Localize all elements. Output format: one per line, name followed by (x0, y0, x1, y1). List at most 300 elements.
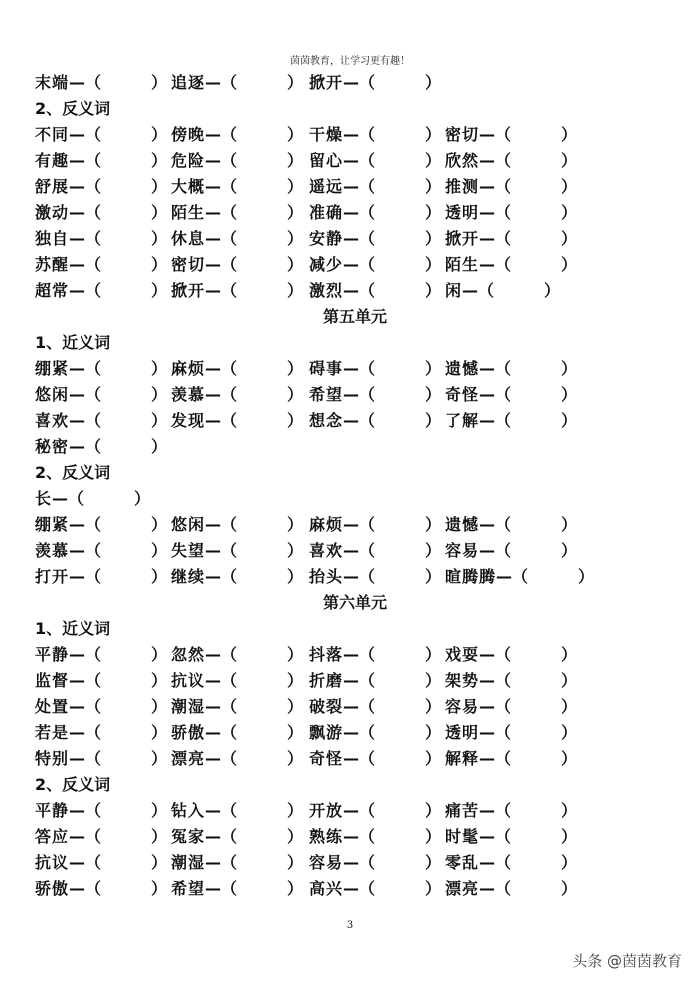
exercise-item (309, 252, 441, 278)
exercise-row (35, 148, 675, 174)
close-paren: ） (425, 411, 442, 430)
exercise-item (35, 122, 167, 148)
exercise-word: 掀开 (445, 229, 480, 248)
close-paren: ） (425, 385, 442, 404)
exercise-word: 安静 (309, 229, 344, 248)
exercise-item (445, 252, 577, 278)
close-paren: ） (287, 853, 304, 872)
exercise-word: 绷紧 (35, 359, 70, 378)
close-paren: ） (561, 801, 578, 820)
exercise-item (309, 200, 441, 226)
close-paren: ） (151, 827, 168, 846)
exercise-word: 奇怪 (309, 749, 344, 768)
exercise-item (309, 564, 441, 590)
close-paren: ） (287, 385, 304, 404)
exercise-item (445, 200, 577, 226)
exercise-word: 特别 (35, 749, 70, 768)
exercise-item (445, 798, 577, 824)
exercise-word: 超常 (35, 281, 70, 300)
close-paren: ） (561, 229, 578, 248)
dash-open-paren: —（ (69, 671, 102, 690)
dash-open-paren: —（ (343, 151, 376, 170)
close-paren: ） (425, 73, 442, 92)
dash-open-paren: —（ (479, 125, 512, 144)
exercise-word: 戏耍 (445, 645, 480, 664)
close-paren: ） (561, 645, 578, 664)
exercise-item (171, 668, 303, 694)
close-paren: ） (425, 723, 442, 742)
close-paren: ） (151, 515, 168, 534)
exercise-item (35, 356, 167, 382)
close-paren: ） (425, 177, 442, 196)
exercise-word: 密切 (171, 255, 206, 274)
watermark: 头条 @茵茵教育 (572, 952, 682, 970)
dash-open-paren: —（ (205, 645, 238, 664)
exercise-word: 继续 (171, 567, 206, 586)
close-paren: ） (561, 541, 578, 560)
exercise-item (35, 278, 167, 304)
exercise-item (35, 850, 167, 876)
exercise-item (35, 668, 167, 694)
dash-open-paren: —（ (343, 723, 376, 742)
dash-open-paren: —（ (69, 697, 102, 716)
exercise-item (445, 876, 577, 902)
dash-open-paren: —（ (69, 515, 102, 534)
exercise-item (309, 694, 441, 720)
exercise-item (35, 434, 167, 460)
exercise-item (171, 122, 303, 148)
exercise-word: 处置 (35, 697, 70, 716)
exercise-item (309, 850, 441, 876)
close-paren: ） (287, 671, 304, 690)
close-paren: ） (287, 255, 304, 274)
dash-open-paren: —（ (479, 203, 512, 222)
exercise-item (171, 876, 303, 902)
exercise-item (171, 200, 303, 226)
close-paren: ） (151, 567, 168, 586)
exercise-word: 骄傲 (171, 723, 206, 742)
exercise-row (35, 512, 675, 538)
dash-open-paren: —（ (343, 827, 376, 846)
close-paren: ） (561, 385, 578, 404)
exercise-item (171, 564, 303, 590)
close-paren: ） (425, 749, 442, 768)
exercise-word: 痛苦 (445, 801, 480, 820)
exercise-item (35, 486, 150, 512)
exercise-word: 苏醒 (35, 255, 70, 274)
close-paren: ） (544, 281, 561, 300)
dash-open-paren: —（ (479, 177, 512, 196)
exercise-row (35, 668, 675, 694)
exercise-item (309, 148, 441, 174)
exercise-row (35, 720, 675, 746)
dash-open-paren: —（ (479, 359, 512, 378)
unit-title: 第五单元 (322, 307, 387, 326)
dash-open-paren: —（ (69, 229, 102, 248)
dash-open-paren: —（ (205, 541, 238, 560)
dash-open-paren: —（ (343, 281, 376, 300)
exercise-item (171, 174, 303, 200)
dash-open-paren: —（ (205, 411, 238, 430)
close-paren: ） (151, 801, 168, 820)
exercise-word: 欣然 (445, 151, 480, 170)
exercise-word: 忽然 (171, 645, 206, 664)
page-header: 茵茵教育，让学习更有趣！ (290, 56, 410, 67)
exercise-item (35, 876, 167, 902)
exercise-word: 答应 (35, 827, 70, 846)
exercise-word: 打开 (35, 567, 70, 586)
dash-open-paren: —（ (479, 697, 512, 716)
dash-open-paren: —（ (479, 645, 512, 664)
dash-open-paren: —（ (343, 853, 376, 872)
exercise-word: 密切 (445, 125, 480, 144)
exercise-item (309, 356, 441, 382)
exercise-word: 末端 (35, 73, 70, 92)
close-paren: ） (287, 827, 304, 846)
close-paren: ） (561, 749, 578, 768)
exercise-word: 零乱 (445, 853, 480, 872)
exercise-item (445, 278, 560, 304)
exercise-item (35, 200, 167, 226)
close-paren: ） (287, 879, 304, 898)
exercise-word: 奇怪 (445, 385, 480, 404)
exercise-word: 闲 (445, 281, 463, 300)
exercise-item (445, 824, 577, 850)
dash-open-paren: —（ (205, 203, 238, 222)
exercise-word: 碍事 (309, 359, 344, 378)
exercise-item (309, 720, 441, 746)
exercise-item (171, 70, 303, 96)
dash-open-paren: —（ (69, 853, 102, 872)
exercise-item (309, 512, 441, 538)
close-paren: ） (425, 229, 442, 248)
exercise-word: 漂亮 (445, 879, 480, 898)
exercise-row (35, 278, 675, 304)
dash-open-paren: —（ (69, 411, 102, 430)
close-paren: ） (287, 567, 304, 586)
dash-open-paren: —（ (205, 255, 238, 274)
exercise-item (445, 408, 577, 434)
close-paren: ） (151, 697, 168, 716)
dash-open-paren: —（ (205, 723, 238, 742)
exercise-item (309, 538, 441, 564)
dash-open-paren: —（ (205, 671, 238, 690)
exercise-word: 掀开 (171, 281, 206, 300)
exercise-word: 留心 (309, 151, 344, 170)
exercise-item (445, 356, 577, 382)
exercise-word: 透明 (445, 723, 480, 742)
dash-open-paren: —（ (479, 853, 512, 872)
close-paren: ） (425, 255, 442, 274)
exercise-item (35, 694, 167, 720)
exercise-item (35, 382, 167, 408)
dash-open-paren: —（ (343, 411, 376, 430)
close-paren: ） (561, 359, 578, 378)
dash-open-paren: —（ (343, 879, 376, 898)
dash-open-paren: —（ (205, 359, 238, 378)
close-paren: ） (425, 151, 442, 170)
exercise-item (171, 278, 303, 304)
exercise-word: 羡慕 (171, 385, 206, 404)
dash-open-paren: —（ (205, 749, 238, 768)
close-paren: ） (561, 671, 578, 690)
close-paren: ） (425, 541, 442, 560)
dash-open-paren: —（ (69, 723, 102, 742)
exercise-row (35, 694, 675, 720)
exercise-word: 秘密 (35, 437, 70, 456)
exercise-word: 减少 (309, 255, 344, 274)
exercise-word: 平静 (35, 801, 70, 820)
exercise-row (35, 70, 675, 96)
close-paren: ） (425, 801, 442, 820)
exercise-item (445, 538, 577, 564)
exercise-row (35, 408, 675, 434)
close-paren: ） (578, 567, 595, 586)
section-heading: 2、反义词 (35, 775, 111, 794)
exercise-item (35, 408, 167, 434)
exercise-item (171, 512, 303, 538)
close-paren: ） (561, 723, 578, 742)
exercise-word: 抗议 (35, 853, 70, 872)
worksheet-content (35, 70, 675, 902)
exercise-item (309, 382, 441, 408)
exercise-item (35, 746, 167, 772)
dash-open-paren: —（ (69, 151, 102, 170)
exercise-word: 冤家 (171, 827, 206, 846)
close-paren: ） (151, 281, 168, 300)
close-paren: ） (425, 281, 442, 300)
exercise-word: 发现 (171, 411, 206, 430)
close-paren: ） (151, 177, 168, 196)
dash-open-paren: —（ (69, 73, 102, 92)
exercise-item (35, 252, 167, 278)
exercise-word: 失望 (171, 541, 206, 560)
exercise-item (309, 226, 441, 252)
exercise-row (35, 122, 675, 148)
exercise-word: 遗憾 (445, 515, 480, 534)
dash-open-paren: —（ (343, 359, 376, 378)
dash-open-paren: —（ (343, 749, 376, 768)
close-paren: ） (287, 359, 304, 378)
exercise-word: 平静 (35, 645, 70, 664)
exercise-item (35, 70, 167, 96)
exercise-word: 激动 (35, 203, 70, 222)
exercise-word: 悠闲 (35, 385, 70, 404)
dash-open-paren: —（ (205, 177, 238, 196)
dash-open-paren: —（ (69, 385, 102, 404)
close-paren: ） (287, 411, 304, 430)
exercise-item (445, 720, 577, 746)
close-paren: ） (287, 697, 304, 716)
close-paren: ） (151, 437, 168, 456)
exercise-word: 不同 (35, 125, 70, 144)
dash-open-paren: —（ (205, 567, 238, 586)
exercise-item (171, 538, 303, 564)
exercise-word: 麻烦 (171, 359, 206, 378)
exercise-word: 危险 (171, 151, 206, 170)
close-paren: ） (287, 645, 304, 664)
dash-open-paren: —（ (343, 645, 376, 664)
exercise-item (171, 824, 303, 850)
dash-open-paren: —（ (479, 827, 512, 846)
exercise-word: 熟练 (309, 827, 344, 846)
close-paren: ） (151, 879, 168, 898)
close-paren: ） (151, 411, 168, 430)
dash-open-paren: —（ (69, 645, 102, 664)
close-paren: ） (425, 671, 442, 690)
exercise-word: 漂亮 (171, 749, 206, 768)
dash-open-paren: —（ (343, 515, 376, 534)
dash-open-paren: —（ (205, 73, 238, 92)
dash-open-paren: —（ (496, 567, 529, 586)
close-paren: ） (561, 515, 578, 534)
section-heading: 2、反义词 (35, 463, 111, 482)
close-paren: ） (151, 151, 168, 170)
close-paren: ） (425, 645, 442, 664)
exercise-word: 干燥 (309, 125, 344, 144)
dash-open-paren: —（ (69, 749, 102, 768)
dash-open-paren: —（ (343, 125, 376, 144)
dash-open-paren: —（ (52, 489, 85, 508)
dash-open-paren: —（ (205, 515, 238, 534)
dash-open-paren: —（ (69, 541, 102, 560)
exercise-item (309, 668, 441, 694)
exercise-item (309, 642, 441, 668)
close-paren: ） (425, 567, 442, 586)
exercise-word: 透明 (445, 203, 480, 222)
exercise-item (171, 148, 303, 174)
close-paren: ） (287, 203, 304, 222)
close-paren: ） (561, 177, 578, 196)
dash-open-paren: —（ (479, 515, 512, 534)
close-paren: ） (425, 359, 442, 378)
exercise-word: 折磨 (309, 671, 344, 690)
page-number: 3 (346, 920, 354, 931)
exercise-item (445, 694, 577, 720)
exercise-item (309, 70, 441, 96)
close-paren: ） (425, 203, 442, 222)
exercise-item (35, 538, 167, 564)
exercise-item (445, 512, 577, 538)
exercise-row (35, 200, 675, 226)
dash-open-paren: —（ (205, 151, 238, 170)
dash-open-paren: —（ (205, 853, 238, 872)
exercise-word: 喜欢 (309, 541, 344, 560)
exercise-word: 悠闲 (171, 515, 206, 534)
exercise-item (35, 824, 167, 850)
exercise-word: 激烈 (309, 281, 344, 300)
close-paren: ） (561, 125, 578, 144)
dash-open-paren: —（ (343, 671, 376, 690)
exercise-word: 长 (35, 489, 53, 508)
exercise-item (171, 798, 303, 824)
exercise-item (309, 746, 441, 772)
close-paren: ） (134, 489, 151, 508)
dash-open-paren: —（ (343, 73, 376, 92)
close-paren: ） (151, 73, 168, 92)
exercise-item (445, 564, 594, 590)
dash-open-paren: —（ (479, 229, 512, 248)
close-paren: ） (151, 853, 168, 872)
close-paren: ） (287, 723, 304, 742)
dash-open-paren: —（ (343, 203, 376, 222)
dash-open-paren: —（ (479, 541, 512, 560)
exercise-item (171, 356, 303, 382)
exercise-word: 高兴 (309, 879, 344, 898)
exercise-row (35, 642, 675, 668)
close-paren: ） (425, 879, 442, 898)
exercise-item (445, 122, 577, 148)
exercise-item (171, 382, 303, 408)
exercise-word: 架势 (445, 671, 480, 690)
exercise-row (35, 174, 675, 200)
close-paren: ） (151, 125, 168, 144)
exercise-word: 遥远 (309, 177, 344, 196)
exercise-word: 希望 (171, 879, 206, 898)
exercise-item (35, 148, 167, 174)
close-paren: ） (425, 515, 442, 534)
close-paren: ） (287, 749, 304, 768)
exercise-item (171, 850, 303, 876)
close-paren: ） (287, 73, 304, 92)
exercise-row (35, 382, 675, 408)
exercise-item (171, 694, 303, 720)
close-paren: ） (561, 697, 578, 716)
exercise-row (35, 824, 675, 850)
dash-open-paren: —（ (479, 723, 512, 742)
section-heading: 1、近义词 (35, 333, 111, 352)
exercise-word: 羡慕 (35, 541, 70, 560)
exercise-item (35, 720, 167, 746)
close-paren: ） (287, 281, 304, 300)
section-heading: 2、反义词 (35, 99, 111, 118)
exercise-word: 绷紧 (35, 515, 70, 534)
exercise-item (445, 226, 577, 252)
unit-title: 第六单元 (322, 593, 387, 612)
close-paren: ） (151, 671, 168, 690)
dash-open-paren: —（ (205, 385, 238, 404)
dash-open-paren: —（ (205, 229, 238, 248)
exercise-item (309, 824, 441, 850)
dash-open-paren: —（ (69, 437, 102, 456)
close-paren: ） (151, 645, 168, 664)
exercise-word: 若是 (35, 723, 70, 742)
close-paren: ） (425, 125, 442, 144)
dash-open-paren: —（ (205, 879, 238, 898)
exercise-item (35, 798, 167, 824)
dash-open-paren: —（ (69, 359, 102, 378)
exercise-item (171, 642, 303, 668)
dash-open-paren: —（ (479, 671, 512, 690)
close-paren: ） (151, 255, 168, 274)
close-paren: ） (151, 723, 168, 742)
close-paren: ） (151, 541, 168, 560)
dash-open-paren: —（ (479, 801, 512, 820)
exercise-word: 骄傲 (35, 879, 70, 898)
dash-open-paren: —（ (69, 567, 102, 586)
dash-open-paren: —（ (205, 697, 238, 716)
dash-open-paren: —（ (479, 879, 512, 898)
close-paren: ） (561, 827, 578, 846)
close-paren: ） (287, 151, 304, 170)
exercise-word: 推测 (445, 177, 480, 196)
exercise-word: 遗憾 (445, 359, 480, 378)
exercise-word: 解释 (445, 749, 480, 768)
exercise-item (445, 668, 577, 694)
dash-open-paren: —（ (479, 255, 512, 274)
exercise-item (35, 564, 167, 590)
close-paren: ） (287, 541, 304, 560)
